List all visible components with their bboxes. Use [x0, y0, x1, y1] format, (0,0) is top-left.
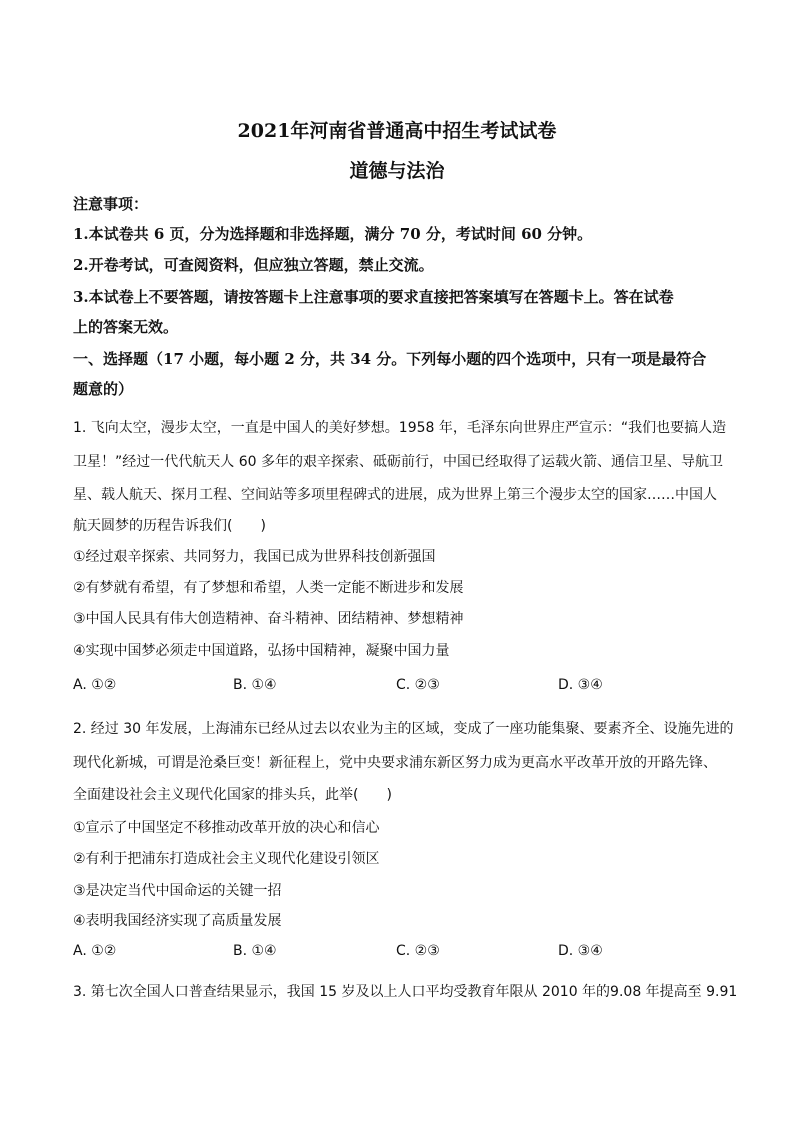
question-2-option-b: B. ①④ — [233, 943, 277, 959]
section-heading: 一、选择题（17 小题，每小题 2 分，共 34 分。下列每小题的四个选项中，只有一项是最符合 — [73, 350, 707, 368]
subject-title: 道德与法治 — [349, 160, 445, 182]
question-3-text: 3. 第七次全国人口普查结果显示，我国 15 岁及以上人口平均受教育年限从 2010 年的9.08 年提高至 9.91 — [73, 984, 738, 1000]
question-1-option-c: C. ②③ — [396, 677, 440, 693]
question-1-statement: ③中国人民具有伟大创造精神、奋斗精神、团结精神、梦想精神 — [73, 611, 464, 627]
question-1-statement: ④实现中国梦必须走中国道路，弘扬中国精神，凝聚中国力量 — [73, 643, 450, 659]
question-1-text: 航天圆梦的历程告诉我们( ) — [73, 518, 266, 534]
question-2-text: 现代化新城，可谓是沧桑巨变！新征程上，党中央要求浦东新区努力成为更高水平改革开放的开路先锋、 — [73, 755, 717, 771]
question-2-statement: ②有利于把浦东打造成社会主义现代化建设引领区 — [73, 851, 380, 867]
note-item: 2.开卷考试，可查阅资料，但应独立答题，禁止交流。 — [73, 256, 434, 274]
question-1-option-a: A. ①② — [73, 677, 117, 693]
note-item: 3.本试卷上不要答题，请按答题卡上注意事项的要求直接把答案填写在答题卡上。答在试卷 — [73, 288, 674, 306]
notes-heading: 注意事项： — [73, 195, 149, 213]
section-heading-cont: 题意的） — [73, 380, 134, 398]
question-1-statement: ②有梦就有希望，有了梦想和希望，人类一定能不断进步和发展 — [73, 580, 464, 596]
question-2-option-d: D. ③④ — [558, 943, 603, 959]
exam-title: 2021年河南省普通高中招生考试试卷 — [237, 120, 557, 142]
question-2-text: 2. 经过 30 年发展，上海浦东已经从过去以农业为主的区域，变成了一座功能集聚、要素齐全、设施先进的 — [73, 721, 734, 737]
question-2-option-a: A. ①② — [73, 943, 117, 959]
question-1-statement: ①经过艰辛探索、共同努力，我国已成为世界科技创新强国 — [73, 549, 436, 565]
question-1-text: 1. 飞向太空，漫步太空，一直是中国人的美好梦想。1958 年，毛泽东向世界庄严宣示：“我们也要搞人造 — [73, 420, 727, 436]
note-item: 1.本试卷共 6 页，分为选择题和非选择题，满分 70 分，考试时间 60 分钟。 — [73, 225, 593, 243]
question-1-text: 星、载人航天、探月工程、空间站等多项里程碑式的进展，成为世界上第三个漫步太空的国家……中国人 — [73, 487, 717, 503]
question-2-option-c: C. ②③ — [396, 943, 440, 959]
question-2-statement: ③是决定当代中国命运的关键一招 — [73, 883, 282, 899]
note-item: 上的答案无效。 — [73, 318, 179, 336]
question-1-text: 卫星！”经过一代代航天人 60 多年的艰辛探索、砥砺前行，中国已经取得了运载火箭、通信卫星、导航卫 — [73, 454, 723, 470]
question-2-statement: ④表明我国经济实现了高质量发展 — [73, 913, 282, 929]
question-1-option-d: D. ③④ — [558, 677, 603, 693]
question-1-option-b: B. ①④ — [233, 677, 277, 693]
question-2-statement: ①宣示了中国坚定不移推动改革开放的决心和信心 — [73, 820, 380, 836]
question-2-text: 全面建设社会主义现代化国家的排头兵，此举( ) — [73, 787, 392, 803]
